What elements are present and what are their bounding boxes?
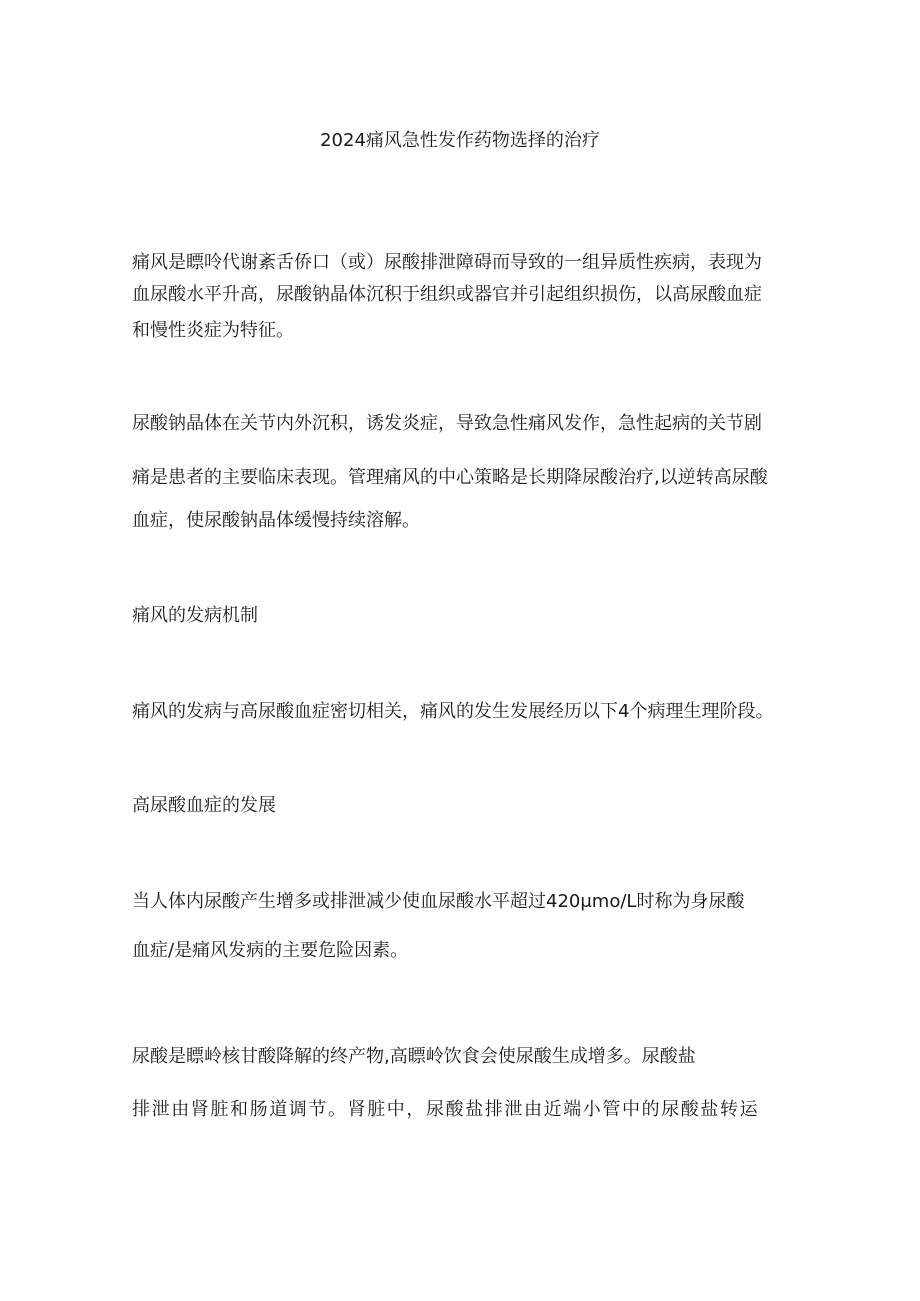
paragraph-4-line-2: 血症/是痛风发病的主要危险因素。 bbox=[132, 940, 409, 961]
paragraph-2-line-2: 痛是患者的主要临床表现。管理痛风的中心策略是长期降尿酸治疗,以逆转高尿酸 bbox=[132, 467, 768, 488]
paragraph-1-line-2: 血尿酸水平升高，尿酸钠晶体沉积于组织或器官并引起组织损伤，以高尿酸血症 bbox=[132, 284, 762, 305]
paragraph-3-line-1: 痛风的发病与高尿酸血症密切相关，痛风的发生发展经历以下4个病理生理阶段。 bbox=[132, 701, 774, 722]
paragraph-5-line-1: 尿酸是瞟岭核甘酸降解的终产物,高瞟岭饮食会使尿酸生成增多。尿酸盐 bbox=[132, 1046, 696, 1067]
document-title: 2024痛风急性发作药物选择的治疗 bbox=[320, 130, 600, 151]
paragraph-2-line-1: 尿酸钠晶体在关节内外沉积，诱发炎症，导致急性痛风发作，急性起病的关节剧 bbox=[132, 413, 762, 434]
section-heading-pathogenesis: 痛风的发病机制 bbox=[132, 605, 258, 626]
paragraph-4-line-1: 当人体内尿酸产生增多或排泄减少使血尿酸水平超过420μmo∕L时称为身尿酸 bbox=[132, 891, 745, 912]
section-heading-hyperuricemia: 高尿酸血症的发展 bbox=[132, 795, 276, 816]
paragraph-1-line-1: 痛风是瞟呤代谢紊舌侨口（或）尿酸排泄障碍而导致的一组异质性疾病，表现为 bbox=[132, 252, 762, 273]
paragraph-2-line-3: 血症，使尿酸钠晶体缓慢持续溶解。 bbox=[132, 510, 420, 531]
paragraph-1-line-3: 和慢性炎症为特征。 bbox=[132, 320, 294, 341]
paragraph-5-line-2: 排泄由肾脏和肠道调节。肾脏中，尿酸盐排泄由近端小管中的尿酸盐转运 bbox=[132, 1099, 760, 1120]
